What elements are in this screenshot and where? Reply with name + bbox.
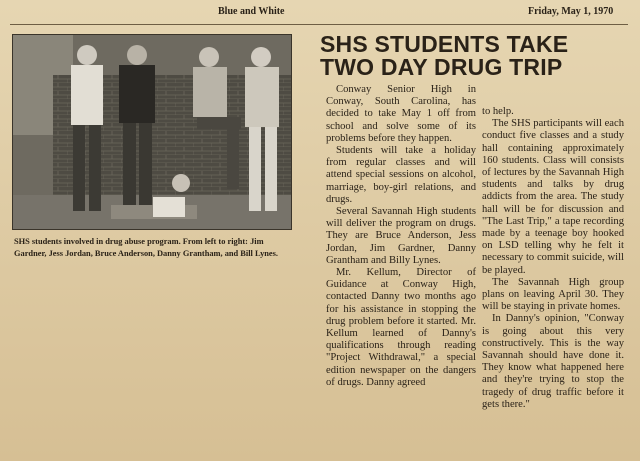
headline-line-1: SHS STUDENTS TAKE bbox=[320, 31, 569, 57]
paragraph: Students will take a holiday from regular classes and will attend special sessions on alcohol, marriage, boy-girl relations, and drugs. bbox=[326, 145, 476, 205]
paragraph: The Savannah High group plans on leaving April 30. They will be staying in private homes. bbox=[482, 276, 624, 313]
paragraph: In Danny's opinion, "Conway is going about this very constructively. This is the way Savannah should have done it. They know what happened here and they're trying to stop the tragedy of drug traffic before it gets there." bbox=[482, 313, 624, 410]
article-headline bbox=[320, 33, 620, 79]
masthead bbox=[0, 6, 640, 20]
headline-line-2: TWO DAY DRUG TRIP bbox=[320, 54, 563, 80]
group-photo-image bbox=[13, 35, 291, 229]
paragraph: Several Savannah High students will deliver the program on drugs. They are Bruce Anderson, Jess Jordan, Jim Gardner, Danny Grantham and Billy Lynes. bbox=[326, 206, 476, 266]
group-photo bbox=[12, 34, 292, 230]
paragraph: Mr. Kellum, Director of Guidance at Conway High, contacted Danny two months ago for his assistance in stopping the drug problem before it started. Mr. Kellum learned of Danny's qualifications through reading "Project Withdrawal," a special edition newspaper on the dangers of drugs. Danny agreed bbox=[326, 267, 476, 388]
article-column-2 bbox=[482, 106, 624, 456]
paragraph: The SHS participants will each conduct five classes and a study hall containing approximately 160 students. Class will consists of lectures by the Savannah High students and talks by drug addicts from the area. The study hall will be for discussion and "The Last Trip," a tape recording made by a teenage boy hooked on LSD telling why he felt it necessary to commit suicide, will be played. bbox=[482, 118, 624, 276]
photo-caption: SHS students involved in drug abuse program. From left to right: Jim Gardner, Jess Jordan, Bruce Anderson, Danny Grantham, and Bill Lynes. bbox=[14, 237, 279, 258]
paragraph: Conway Senior High in Conway, South Carolina, has decided to take May 1 off from school and solve some of its problems before they happen. bbox=[326, 84, 476, 144]
article-column-1 bbox=[326, 84, 476, 454]
paper-name: Blue and White bbox=[218, 6, 285, 17]
issue-date: Friday, May 1, 1970 bbox=[528, 6, 614, 17]
masthead-rule bbox=[10, 24, 628, 25]
paragraph: to help. bbox=[482, 106, 514, 117]
